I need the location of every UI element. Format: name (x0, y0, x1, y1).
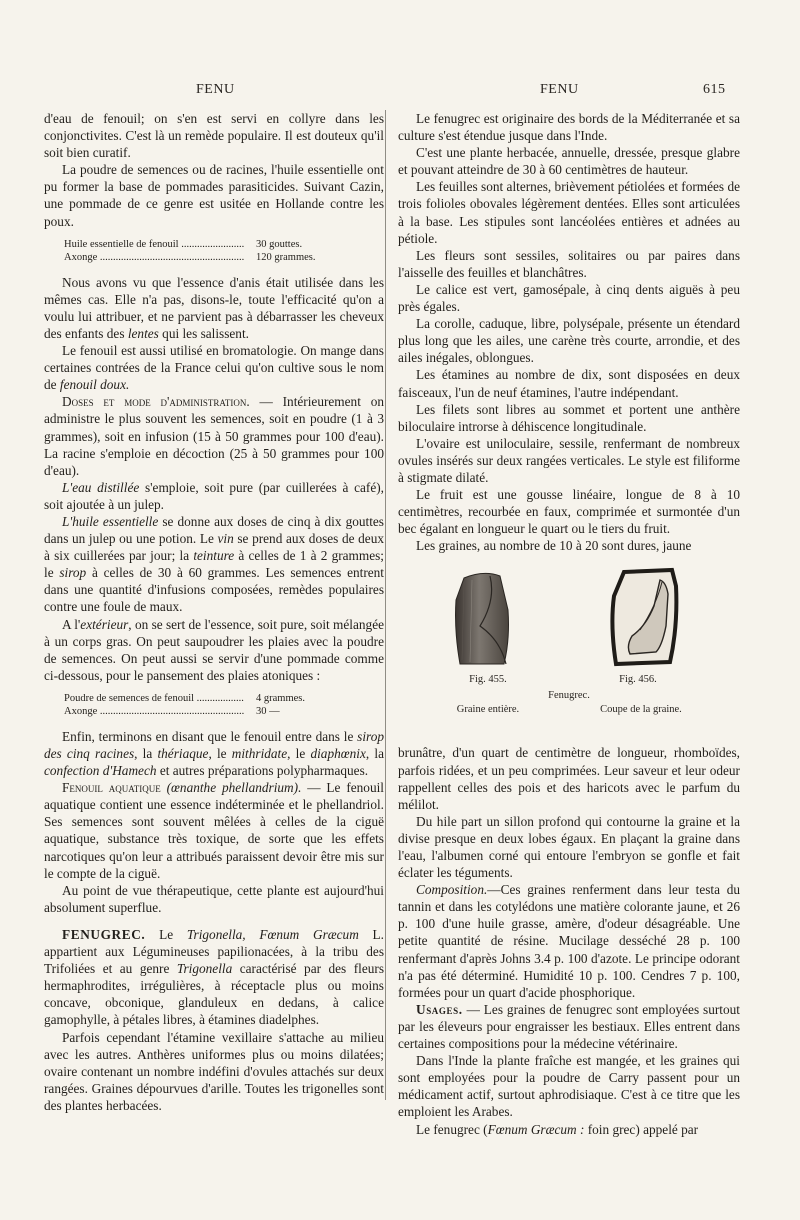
recipe-row (64, 251, 384, 264)
entry-heading: FENUGREC. (62, 926, 146, 942)
paragraph: L'eau distillée s'emploie, soit pure (par cuillerées à café), soit ajoutée à un julep. (44, 479, 384, 512)
paragraph: L'ovaire est uniloculaire, sessile, renfermant de nombreux ovules insérés sur deux rangées verticales. Le style est filiforme à stigmate dilaté. (398, 435, 740, 485)
recipe-ingredient: Axonge ..... (64, 705, 244, 718)
paragraph: Fenouil aquatique (œnanthe phellandrium). — Le fenouil aquatique contient une essence indéterminée et le phellandriol. Ses semences sont souvent mêlées à celles de la ciguë aquatique, substance très toxique, de sorte que les effets narcotiques qu'on leur a attribués paraissent devoir être mis sur le compte de la ciguë. (44, 780, 384, 881)
paragraph: Au point de vue thérapeutique, cette plante est aujourd'hui absolument superflue. (44, 882, 384, 915)
recipe-row (64, 692, 384, 705)
paragraph: La corolle, caduque, libre, polysépale, présente un étendard plus long que les ailes, une carène très courte, arrondie, et des ailes inégales, oblongues. (398, 316, 740, 366)
figure-number: Fig. 456. (619, 674, 657, 686)
paragraph: Dans l'Inde la plante fraîche est mangée, et les graines qui sont employées pour la poudre de Carry passent pour un médicament actif, surtout aphrodisiaque. C'est à ce titre que les emploient les Arabes. (398, 1053, 740, 1120)
paragraph: C'est une plante herbacée, annuelle, dressée, presque glabre et pouvant atteindre de 30 à 60 centimètres de hauteur. (398, 145, 740, 178)
paragraph: Les filets sont libres au sommet et portent une anthère biloculaire introrse à déhiscence longitudinale. (398, 401, 740, 434)
section-heading: Fenouil aquatique (62, 780, 161, 796)
recipe-quantity: 120 grammes. (256, 251, 316, 263)
paragraph: Les graines, au nombre de 10 à 20 sont dures, jaune (416, 538, 692, 554)
paragraph: Parfois cependant l'étamine vexillaire s'attache au milieu avec les autres. Anthères uniformes plus ou moins dilatées; ovaire contenant un nombre indéfini d'ovules attachés sur deux rangées. Graines dépourvues d'arille. Toutes les trigonelles sont des plantes herbacées. (44, 1029, 384, 1113)
section-heading: Composition. (416, 882, 488, 898)
left-column (44, 110, 384, 1114)
recipe-ingredient: Poudre de semences de fenouil ..... (64, 692, 244, 705)
running-header-left: FENU (196, 82, 235, 97)
paragraph: Composition.—Ces graines renferment dans leur testa du tannin et dans les cotylédons une matière colorante jaune, et 26 p. 100 d'une huile grasse, amère, d'odeur désagréable. Une petite quantité de résine. Mucilage desséché 28 p. 100 renfermant d'après Johns 3.4 p. 100 d'azote. Le principe odorant n'a pas été déterminé. Humidité 10 p. 100. Cendres 7 p. 100, formées pour un quart d'acide phosphorique. (398, 882, 740, 1000)
recipe-ingredient: Axonge ..... (64, 251, 244, 264)
section-heading: Usages. (416, 1001, 463, 1017)
paragraph: d'eau de fenouil; on s'en est servi en collyre dans les conjonctivites. C'est là un remède populaire. Il est douteux qu'il soit bien curatif. (44, 111, 384, 161)
paragraph: Usages. — Les graines de fenugrec sont employées surtout par les éleveurs pour engraisser les bestiaux. Elles entrent dans certaines compositions pour la médecine vétérinaire. (398, 1001, 740, 1052)
paragraph: A l'extérieur, on se sert de l'essence, soit pure, soit mélangée à un corps gras. On peut saupoudrer les plaies avec la poudre de semences. On peut aussi se servir d'une pommade comme ci-dessous, pour le pansement des plaies atoniques : (44, 616, 384, 683)
paragraph: Les fleurs sont sessiles, solitaires ou par paires dans l'aisselle des feuilles et blanchâtres. (398, 247, 740, 280)
paragraph: Le fenugrec (Fœnum Græcum : foin grec) appelé par (416, 1121, 699, 1137)
right-column (398, 110, 740, 1138)
paragraph: Le calice est vert, gamosépale, à cinq dents aiguës à peu près égales. (398, 281, 740, 315)
paragraph: Le fenouil est aussi utilisé en bromatologie. On mange dans certaines contrées de la France celui qu'on cultive sous le nom de fenouil doux. (44, 343, 384, 393)
paragraph: FENUGREC. Le Trigonella, Fœnum Græcum L. appartient aux Légumineuses papilionacées, à la tribu des Trifoliées et au genre Trigonella caractérisé par des fleurs hermaphrodites, irrégulières, à réceptacle plus ou moins concave, obconique, glanduleux en dedans, à calice gamophylle, à pétales libres, à étamines diadelphes. (44, 926, 384, 1028)
figure-caption: Graine entière. (456, 704, 520, 716)
figure-block (398, 566, 740, 738)
paragraph: Du hile part un sillon profond qui contourne la graine et la divise presque en deux lobes égaux. En plaçant la graine dans l'eau, l'albumen corné qui entoure l'embryon se gonfle et fait éclater les téguments. (398, 813, 740, 881)
seed-whole-illustration (450, 570, 524, 670)
recipe-table (64, 238, 384, 264)
recipe-quantity: 30 gouttes. (256, 238, 303, 250)
paragraph: brunâtre, d'un quart de centimètre de longueur, rhomboïdes, parfois ridées, et un peu comprimées. Leur saveur et leur odeur rappellent celles des pois et des haricots avec le parfum du mélilot. (398, 745, 740, 812)
paragraph: Doses et mode d'administration. — Intérieurement on administre le plus souvent les semences, soit en poudre (1 à 3 grammes), soit en infusion (15 à 50 grammes pour 100 d'eau). La racine s'emploie en décoction (25 à 50 grammes pour 100 d'eau). (44, 394, 384, 478)
paragraph: Enfin, terminons en disant que le fenouil entre dans le sirop des cinq racines, la thériaque, le mithridate, le diaphœnix, la confection d'Hamech et autres préparations polypharmaques. (44, 728, 384, 779)
figure-number: Fig. 455. (469, 674, 507, 686)
seed-section-illustration (606, 566, 684, 670)
recipe-table (64, 692, 384, 718)
figure-caption: Coupe de la graine. (600, 704, 682, 716)
paragraph: L'huile essentielle se donne aux doses de cinq à dix gouttes dans un julep ou une potion. Le vin se prend aux doses de deux à six cuillerées par jour; la teinture à celles de 1 à 2 grammes; le sirop à celles de 30 à 60 grammes. Les semences entrent dans une quantité d'infusions composées, remèdes populaires contre une foule de maux. (44, 513, 385, 615)
section-heading: Doses et mode d'administration. (62, 394, 250, 410)
paragraph: La poudre de semences ou de racines, l'huile essentielle ont pu former la base de pommades parasiticides. Suivant Cazin, une pommade de ce genre est usitée en Hollande contre les poux. (44, 162, 384, 229)
paragraph: Les étamines au nombre de dix, sont disposées en deux faisceaux, l'un de neuf étamines, l'autre indépendant. (398, 367, 740, 400)
paragraph: Le fruit est une gousse linéaire, longue de 8 à 10 centimètres, recourbée en faux, comprimée et surmontée d'un bec égalant en longueur le quart ou le tiers du fruit. (398, 487, 740, 537)
paragraph: Les feuilles sont alternes, brièvement pétiolées et formées de trois folioles obovales légèrement dentées. Elles sont articulées à la base. Les stipules sont lancéolées entières et adnées au pétiole. (398, 179, 740, 246)
recipe-row (64, 705, 384, 718)
column-divider (385, 110, 386, 1100)
running-header-right: FENU (540, 82, 579, 97)
paragraph: Nous avons vu que l'essence d'anis était utilisée dans les mêmes cas. Elle n'a pas, disons-le, toute l'efficacité qu'on a voulu lui attribuer, et ne parvient pas à débarrasser les cheveux des enfants des lentes qui les salissent. (44, 274, 384, 341)
recipe-quantity: 4 grammes. (256, 692, 305, 704)
page-number: 615 (703, 82, 726, 97)
recipe-ingredient: Huile essentielle de fenouil ..... (64, 238, 244, 251)
recipe-row (64, 238, 384, 251)
figure-caption-shared: Fenugrec. (548, 690, 590, 702)
paragraph: Le fenugrec est originaire des bords de la Méditerranée et sa culture s'est étendue jusque dans l'Inde. (398, 111, 740, 144)
recipe-quantity: 30 — (256, 705, 280, 717)
